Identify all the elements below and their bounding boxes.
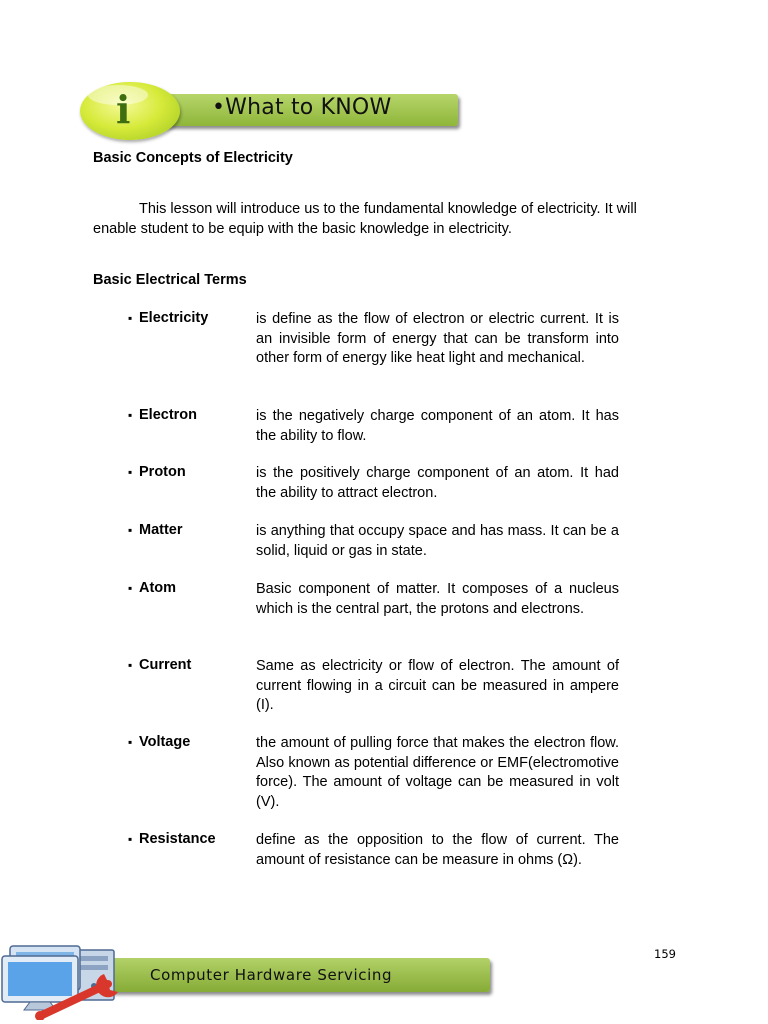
definition-matter: is anything that occupy space and has mass. It can be a solid, liquid or gas in state.: [256, 523, 619, 559]
intro-paragraph: [93, 200, 693, 239]
computer-wrench-icon: [0, 944, 150, 1020]
info-icon: i: [116, 87, 131, 132]
term-electron: ▪ Electron: [128, 407, 198, 423]
section-title: Basic Concepts of Electricity: [93, 150, 293, 166]
terms-heading: Basic Electrical Terms: [93, 272, 247, 288]
definition-electricity: is define as the flow of electron or electric current. It is an invisible form of energy that can be transform into other form of energy like heat light and mechanical.: [256, 311, 619, 366]
bullet-icon: ▪: [128, 408, 133, 422]
term-matter: ▪ Matter: [128, 522, 183, 538]
definition-proton: is the positively charge component of an atom. It had the ability to attract electron.: [256, 465, 619, 501]
term-voltage: ▪ Voltage: [128, 734, 191, 750]
bullet-icon: ▪: [128, 311, 133, 325]
bullet-icon: ▪: [128, 658, 133, 672]
definition-electron: is the negatively charge component of an atom. It has the ability to flow.: [256, 408, 619, 444]
term-current: ▪ Current: [128, 657, 192, 673]
definition-voltage: the amount of pulling force that makes the electron flow. Also known as potential difference or EMF(electromotive force). The amount of voltage can be measured in volt (V).: [256, 735, 619, 810]
banner-title: •What to KNOW: [212, 95, 392, 120]
term-proton: ▪ Proton: [128, 464, 186, 480]
definition-resistance: define as the opposition to the flow of current. The amount of resistance can be measure in ohms (Ω).: [256, 832, 619, 868]
term-atom: ▪ Atom: [128, 580, 177, 596]
definition-current: Same as electricity or flow of electron. The amount of current flowing in a circuit can be measured in ampere (I).: [256, 658, 619, 713]
page-number: 159: [654, 947, 676, 961]
intro-line-2: enable student to be equip with the basic knowledge in electricity.: [93, 220, 512, 237]
bullet-icon: ▪: [128, 581, 133, 595]
footer-banner: [104, 958, 490, 992]
definition-atom: Basic component of matter. It composes of a nucleus which is the central part, the protons and electrons.: [256, 581, 619, 617]
term-electricity: ▪ Electricity: [128, 310, 209, 326]
intro-line-1: This lesson will introduce us to the fundamental knowledge of electricity. It will: [139, 201, 637, 217]
footer-title: Computer Hardware Servicing: [150, 966, 393, 984]
term-resistance: ▪ Resistance: [128, 831, 216, 847]
bullet-icon: ▪: [128, 832, 133, 846]
bullet-icon: ▪: [128, 465, 133, 479]
bullet-icon: ▪: [128, 735, 133, 749]
bullet-icon: ▪: [128, 523, 133, 537]
what-to-know-banner: [150, 94, 458, 126]
